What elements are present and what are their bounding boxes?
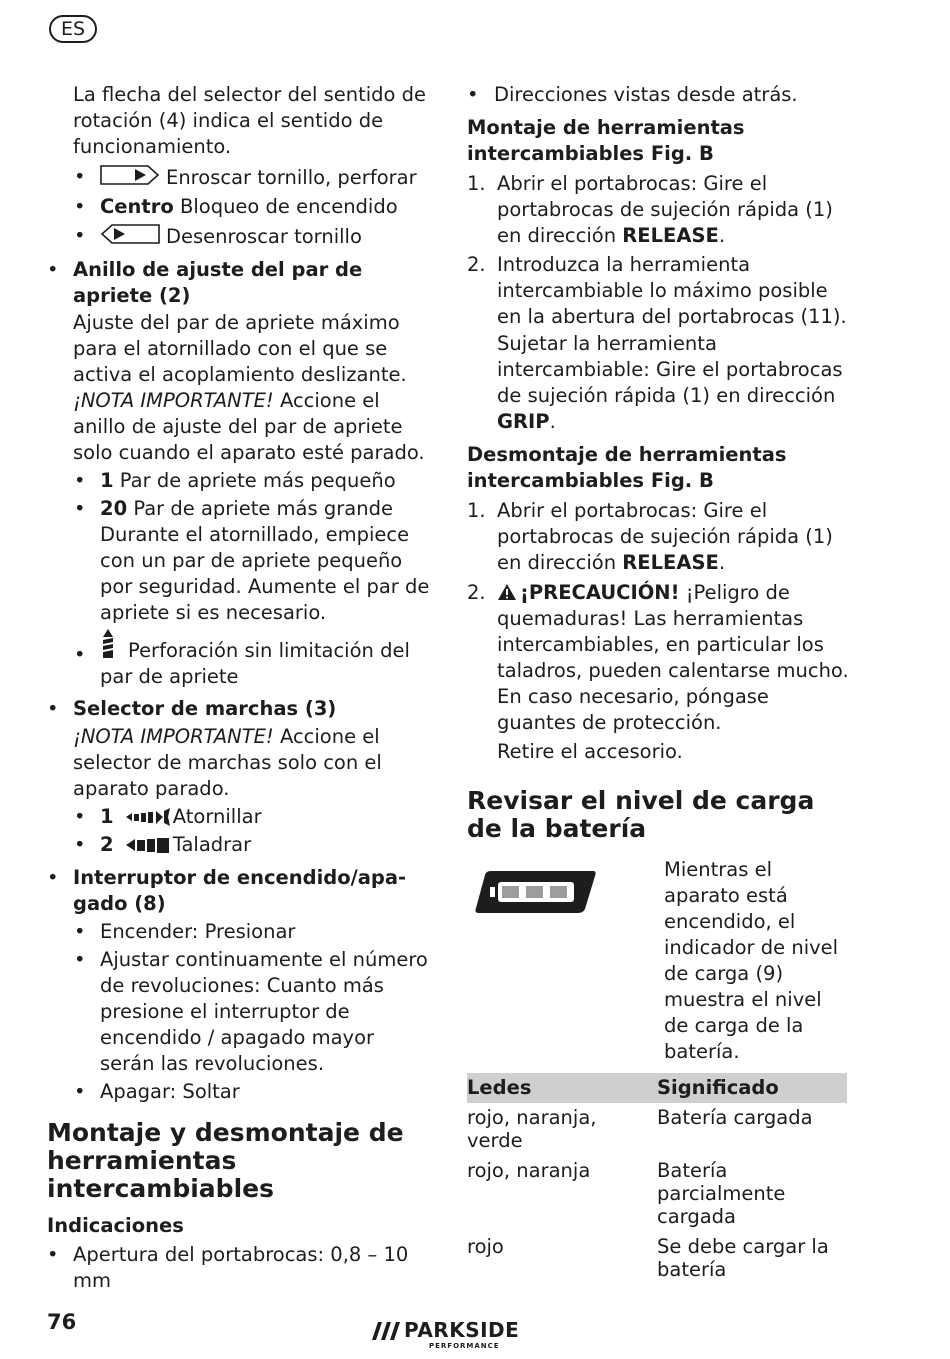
mount-title: Montaje de herramientas intercambiables Fig. B	[467, 116, 745, 165]
table-cell: rojo, naranja, verde	[467, 1106, 597, 1152]
rotation-item-center: • Centro Bloqueo de encendido	[74, 195, 398, 218]
on-off-switch-section: • Interruptor de encendido/apa- gado (8)	[47, 865, 432, 917]
mount-step-1: 1. Abrir el portabrocas: Gire el portabrocas de sujeción rápida (1) en dirección RELEASE.	[467, 172, 833, 247]
rotation-item-forward: • Enroscar tornillo, perforar	[74, 165, 417, 189]
battery-block	[467, 857, 852, 1063]
gear-2-item: • 2 Taladrar	[74, 833, 252, 856]
torque-max-item: • 20 Par de apriete más grande	[74, 497, 393, 520]
table-cell: rojo	[467, 1235, 504, 1258]
battery-description: Mientras el aparato está encendido, el indicador de nivel de carga (9) muestra el nivel de carga de la batería.	[664, 858, 839, 1063]
torque-ring-section: • Anillo de ajuste del par de apriete (2) Ajuste del par de apriete máximo para el atornillado con el que se activa el acoplamiento deslizante. ¡NOTA IMPORTANTE! Accione el anillo de ajuste del par de apriete solo cuando el aparato esté parado.	[47, 257, 432, 466]
gear-1-item: • 1 Atornillar	[74, 805, 262, 828]
torque-advice: Durante el atornillado, empiece con un par de apriete pequeño por seguridad. Aumente el par de apriete si es necesario.	[100, 523, 430, 624]
table-row	[467, 1232, 847, 1285]
table-header: Ledes	[467, 1073, 657, 1103]
brand-logo: PARKSIDE PERFORMANCE	[372, 1318, 532, 1354]
rotation-item-reverse: • Desenroscar tornillo	[74, 224, 362, 248]
switch-item-off: • Apagar: Soltar	[74, 1080, 240, 1103]
table-cell: rojo, naranja	[467, 1159, 591, 1182]
table-row	[467, 1103, 847, 1156]
page-number: 76	[47, 1310, 77, 1334]
table-cell: Se debe cargar la batería	[657, 1235, 829, 1281]
led-table	[467, 1073, 847, 1285]
drill-mode-item: • Perforación sin limitación del par de apriete	[47, 638, 432, 690]
battery-section-title: Revisar el nivel de carga de la batería	[467, 786, 815, 843]
dismount-step-1: 1. Abrir el portabrocas: Gire el portabrocas de sujeción rápida (1) en dirección RELEASE.	[467, 499, 833, 574]
rotation-intro: La flecha del selector del sentido de rotación (4) indica el sentido de funcionamiento.	[73, 83, 427, 158]
chuck-opening-item: • Apertura del portabrocas: 0,8 – 10 mm	[47, 1243, 409, 1292]
arrow-right-icon	[100, 164, 160, 186]
table-cell: Batería parcialmente cargada	[657, 1159, 786, 1228]
table-header-row	[467, 1073, 847, 1103]
gear-title: Selector de marchas (3)	[73, 697, 337, 720]
gear-selector-section: • Selector de marchas (3) ¡NOTA IMPORTANTE! Accione el selector de marchas solo con el aparato parado.	[47, 696, 432, 802]
dismount-title: Desmontaje de herramientas intercambiables Fig. B	[467, 443, 787, 492]
section-title-tools: Montaje y desmontaje de herramientas intercambiables	[47, 1118, 404, 1203]
warning-icon	[497, 583, 517, 601]
torque-title: Anillo de ajuste del par de apriete (2)	[73, 258, 363, 307]
dismount-step-2: 2. ¡PRECAUCIÓN! ¡Peligro de quemaduras! Las herramientas intercambiables, en particular los taladros, pueden calentarse mucho. En caso necesario, póngase guantes de protección. Retire el accesorio.	[467, 581, 849, 763]
logo-stripes-icon	[372, 1322, 402, 1340]
switch-item-on: • Encender: Presionar	[74, 920, 296, 943]
table-header: Significado	[657, 1073, 847, 1103]
drill-speed-icon	[124, 836, 172, 854]
left-column	[47, 82, 432, 1294]
table-cell: Batería cargada	[657, 1106, 813, 1129]
table-row	[467, 1156, 847, 1232]
right-column	[467, 82, 852, 1285]
switch-title: Interruptor de encendido/apa- gado (8)	[73, 866, 407, 915]
switch-item-speed: • Ajustar continuamente el número de revoluciones: Cuanto más presione el interruptor de encendido / apagado mayor serán las revoluciones.	[74, 948, 428, 1075]
battery-indicator-icon	[473, 869, 597, 915]
language-badge: ES	[49, 15, 97, 43]
torque-min-item: • 1 Par de apriete más pequeño	[74, 469, 396, 492]
drill-icon	[100, 628, 116, 662]
directions-item: • Direcciones vistas desde atrás.	[467, 83, 798, 106]
mount-step-2: 2. Introduzca la herramienta intercambiable lo máximo posible en la abertura del portabrocas (11). Sujetar la herramienta intercambiable: Gire el portabrocas de sujeción rápida (1) en dirección GRIP.	[467, 253, 847, 433]
arrow-left-icon	[100, 223, 160, 245]
screw-speed-icon	[124, 808, 172, 826]
torque-note: ¡NOTA IMPORTANTE! Accione el anillo de ajuste del par de apriete solo cuando el aparato esté parado.	[73, 389, 425, 464]
indications-title: Indicaciones	[47, 1214, 184, 1237]
